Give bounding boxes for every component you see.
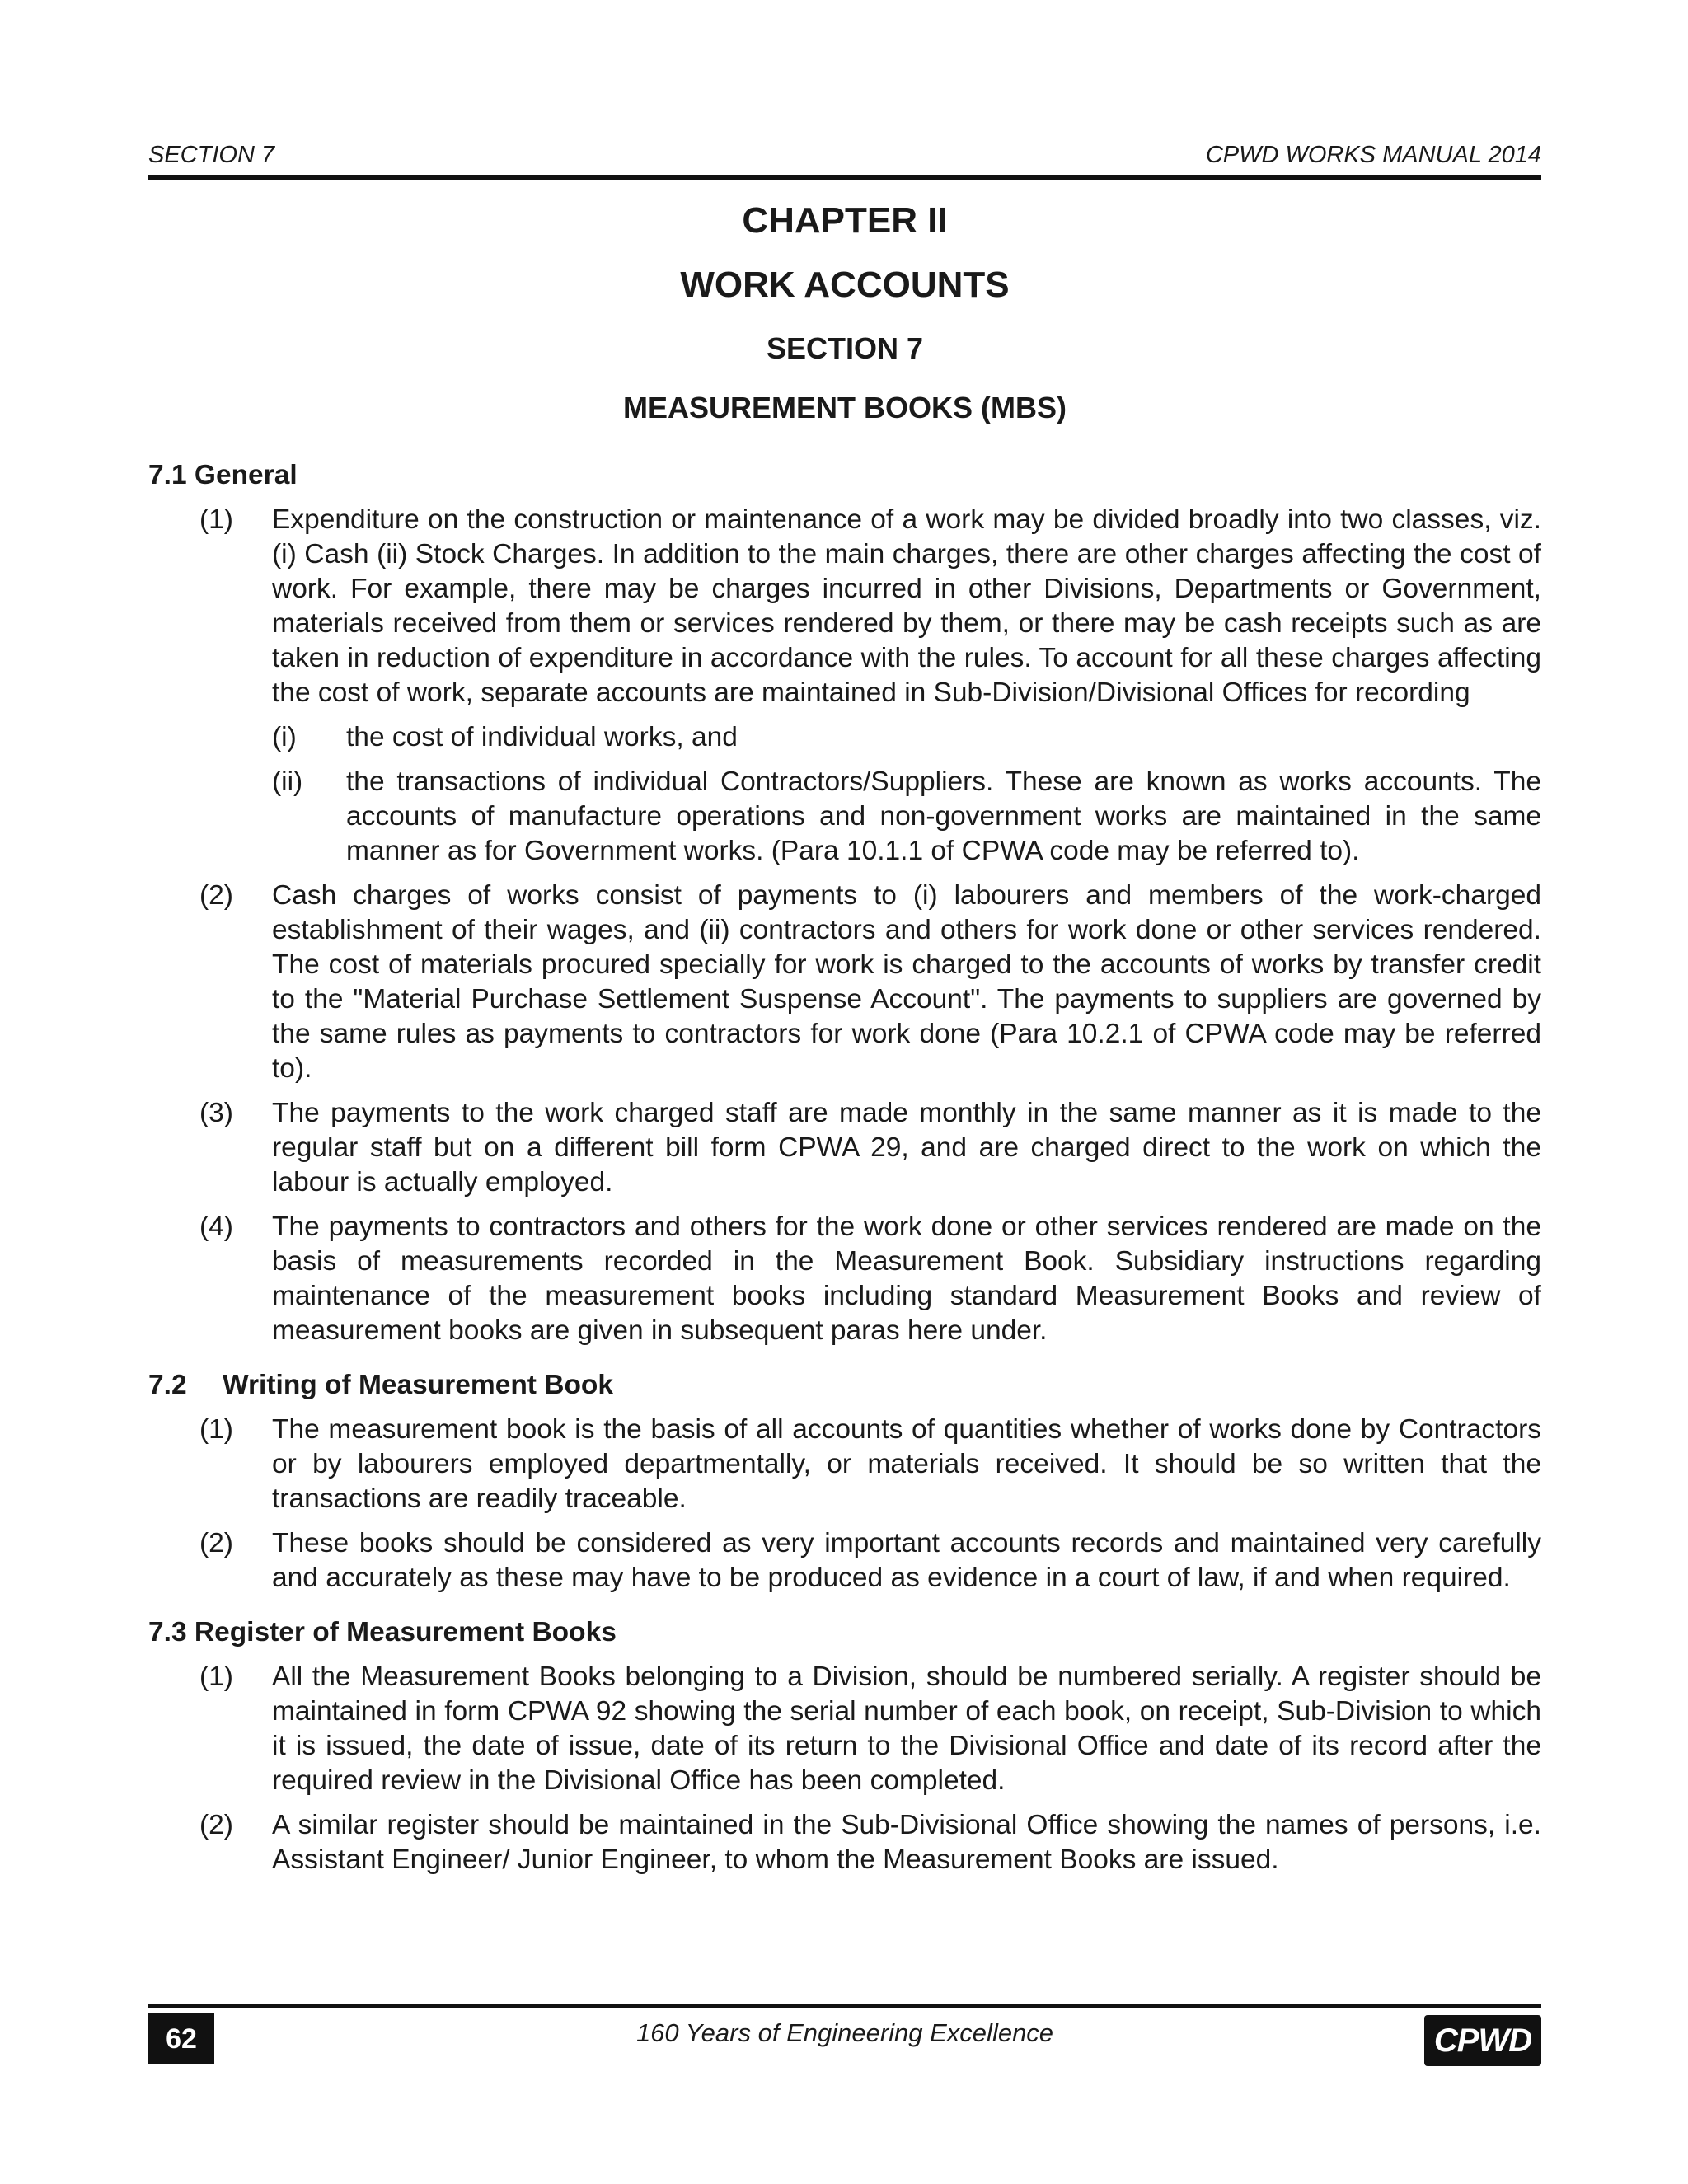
sub-item	[272, 765, 1541, 869]
paragraph-text: Cash charges of works consist of payments to (i) labourers and members of the work-charged establishment of their wages, and (ii) contractors and others for work done or other services rendered. The cost of materials procured specially for work is charged to the accounts of works by transfer credit to the "Material Purchase Settlement Suspense Account". The payments to suppliers are governed by the same rules as payments to contractors for work done (Para 10.2.1 of CPWA code may be referred to).	[272, 880, 1541, 1084]
sub-item-number: (i)	[272, 722, 297, 752]
paragraph-body	[272, 503, 1541, 869]
chapter-title: CHAPTER II	[742, 200, 948, 241]
page-footer	[148, 2004, 1541, 2066]
paragraph-text: Expenditure on the construction or maintenance of a work may be divided broadly into two classes, viz. (i) Cash (ii) Stock Charges. In addition to the main charges, there are other charges affecting the cost of work. For example, there may be charges incurred in other Divisions, Departments or Government, materials received from them or services rendered by them, or there may be cash receipts such as are taken in reduction of expenditure in accordance with the rules. To account for all these charges affecting the cost of work, separate accounts are maintained in Sub-Division/Divisional Offices for recording	[272, 504, 1541, 708]
page-number: 62	[148, 2013, 214, 2064]
paragraph	[148, 1808, 1541, 1877]
section-number: 7.3	[148, 1617, 187, 1647]
sub-item-text: the cost of individual works, and	[346, 722, 738, 752]
paragraph	[148, 1096, 1541, 1200]
paragraph-number: (3)	[199, 1098, 233, 1128]
page-title: WORK ACCOUNTS	[680, 265, 1010, 305]
footer-tagline: 160 Years of Engineering Excellence	[635, 2018, 1054, 2047]
paragraph-text: The payments to the work charged staff are made monthly in the same manner as it is made to the regular staff but on a different bill form CPWA 29, and are charged direct to the work on which the labour is actually employed.	[272, 1098, 1541, 1197]
paragraph-text: The measurement book is the basis of all accounts of quantities whether of works done by Contractors or by labourers employed departmentally, or materials received. It should be so written that the transactions are readily traceable.	[272, 1414, 1541, 1514]
paragraph-number: (1)	[199, 504, 233, 535]
paragraph-text: All the Measurement Books belonging to a Division, should be numbered serially. A register should be maintained in form CPWA 92 showing the serial number of each book, on receipt, Sub-Division to which it is issued, the date of issue, date of its return to the Divisional Office and date of its record after the required review in the Divisional Office has been completed.	[272, 1661, 1541, 1796]
paragraph-text: The payments to contractors and others for the work done or other services rendered are made on the basis of measurements recorded in the Measurement Book. Subsidiary instructions regarding maintenance of the measurement books including standard Measurement Books and review of measurement books are given in subsequent paras here under.	[272, 1212, 1541, 1346]
running-header	[148, 140, 1541, 180]
section-heading-text: Register of Measurement Books	[194, 1617, 617, 1647]
paragraph-number: (2)	[199, 880, 233, 911]
sub-item	[272, 720, 1541, 755]
paragraph	[148, 1526, 1541, 1596]
section-heading-text: General	[194, 460, 298, 490]
section-title: SECTION 7	[766, 331, 924, 365]
paragraph	[148, 879, 1541, 1086]
document-body	[148, 458, 1541, 1877]
paragraph-number: (2)	[199, 1528, 233, 1558]
section-heading-text: Writing of Measurement Book	[223, 1370, 614, 1400]
sub-item-text: the transactions of individual Contractors/Suppliers. These are known as works accounts. The accounts of manufacture operations and non-government works are maintained in the same manner as for Government works. (Para 10.1.1 of CPWA code may be referred to).	[346, 766, 1541, 866]
section-heading-7-3	[148, 1615, 1541, 1650]
section-number: 7.1	[148, 460, 187, 490]
section-heading-7-2	[148, 1368, 1541, 1403]
paragraph-number: (4)	[199, 1212, 233, 1242]
paragraph-text: A similar register should be maintained in the Sub-Divisional Office showing the names of persons, i.e. Assistant Engineer/ Junior Engineer, to whom the Measurement Books are issued.	[272, 1810, 1541, 1875]
section-number: 7.2	[148, 1370, 187, 1400]
paragraph	[148, 1210, 1541, 1348]
header-section-label: SECTION 7	[148, 142, 275, 168]
cpwd-logo: CPWD	[1424, 2015, 1541, 2066]
paragraph-number: (1)	[199, 1414, 233, 1445]
paragraph-text: These books should be considered as very important accounts records and maintained very carefully and accurately as these may have to be produced as evidence in a court of law, if and when required.	[272, 1528, 1541, 1593]
section-subtitle: MEASUREMENT BOOKS (MBS)	[623, 391, 1067, 424]
paragraph-number: (1)	[199, 1661, 233, 1692]
section-heading-7-1	[148, 458, 1541, 493]
paragraph	[148, 1413, 1541, 1516]
paragraph	[148, 503, 1541, 869]
paragraph-number: (2)	[199, 1810, 233, 1840]
document-page	[148, 140, 1541, 1877]
title-block	[148, 198, 1541, 427]
paragraph	[148, 1660, 1541, 1798]
sub-item-number: (ii)	[272, 766, 303, 797]
header-manual-title: CPWD WORKS MANUAL 2014	[1205, 142, 1541, 168]
